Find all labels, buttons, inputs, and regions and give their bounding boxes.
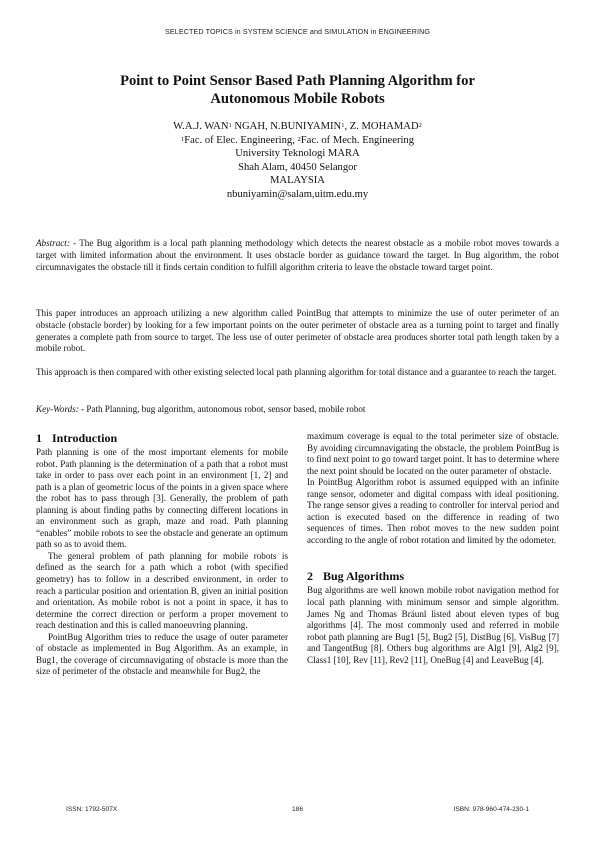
- paragraph: Bug algorithms are well known mobile robot navigation method for local path planning with minimum sensor and simple algorithm. James Ng and Thomas Bräunl listed about eleven types of bug algorithms [4]. The most commonly used and referred in mobile robot path planning are Bug1 [5], Bug2 [5], DistBug [6], VisBug [7] and TangentBug [8]. Others bug algorithms are Alg1 [9], Alg2 [9], Class1 [10], Rev [11], Rev2 [11], OneBug [4] and LeaveBug [4].: [307, 585, 559, 665]
- section-spacer: [307, 546, 559, 569]
- left-column: [36, 431, 288, 678]
- paragraph: PointBug Algorithm tries to reduce the usage of outer parameter of obstacle as implemented in Bug Algorithm. As an example, in Bug1, the coverage of circumnavigating of obstacle is more than the size of perimeter of the obstacle and meanwhile for Bug2, the: [36, 631, 288, 677]
- abstract-paragraph-1: [36, 238, 559, 273]
- affiliation-line-1: [60, 134, 535, 148]
- section-title: Bug Algorithms: [323, 569, 405, 584]
- affiliation-marker: 2: [418, 122, 422, 129]
- affiliation-marker: 2: [297, 135, 301, 143]
- paragraph: maximum coverage is equal to the total perimeter size of obstacle. By avoiding circumnavigating the obstacle, the problem PointBug is to find next point to go toward target point. It has to determine where the next point should be located on the outer parameter of obstacle.: [307, 431, 559, 476]
- right-column: [307, 431, 559, 666]
- affiliation-marker: 1: [228, 122, 232, 129]
- affiliation-text: Fac. of Mech. Engineering: [300, 134, 415, 146]
- affiliation-line-3: Shah Alam, 40450 Selangor: [238, 161, 357, 173]
- affiliation-line-4: MALAYSIA: [270, 175, 325, 187]
- keywords-text: - Path Planning, bug algorithm, autonomous robot, sensor based, mobile robot: [78, 404, 366, 414]
- keywords: [36, 404, 559, 416]
- section-number: 1: [36, 431, 42, 445]
- affiliation-marker: 1: [180, 135, 185, 143]
- author-email: nbuniyamin@salam,uitm.edu.my: [226, 188, 369, 200]
- title-line-2: Autonomous Mobile Robots: [210, 91, 385, 107]
- section-number: 2: [307, 569, 313, 584]
- affiliation-text: Fac. of Elec. Engineering,: [184, 134, 298, 146]
- paragraph: The general problem of path planning for mobile robots is defined as the search for a path which a robot (with specified geometry) has to follow in a described environment, in order to reach a particular position and orientation B, given an initial position and orientation. As mobile robot is not a point in space, it has to determine the correct direction or perform a proper movement to reach destination and this is called manoeuvring planning.: [36, 550, 288, 631]
- footer-issn: ISSN: 1792-507X: [66, 806, 118, 813]
- affiliation-line-2: University Teknologi MARA: [235, 148, 360, 160]
- running-header: SELECTED TOPICS in SYSTEM SCIENCE and SIMULATION in ENGINEERING: [164, 27, 431, 36]
- author-block: [60, 120, 535, 202]
- abstract-text: - The Bug algorithm is a local path planning methodology which detects the nearest obstacle as a mobile robot moves towards a target with limited information about the environment. It uses obstacle border as guidance toward the target. In Bug algorithm, the robot circumnavigates the obstacle till it finds certain condition to fulfill algorithm criteria to leave the obstacle toward target point.: [36, 238, 559, 272]
- author-name: , Z. MOHAMAD: [344, 121, 419, 132]
- abstract-paragraph-2: This paper introduces an approach utilizing a new algorithm called PointBug that attempts to minimize the use of outer perimeter of an obstacle (obstacle border) by looking for a few important points on the outer perimeter of obstacle area as a turning point to target and finally generates a complete path from source to target. The less use of outer perimeter of obstacle area produces shorter total path length taken by a mobile robot.: [36, 308, 559, 354]
- paper-title: [60, 72, 535, 108]
- author-names: [60, 120, 535, 134]
- footer-isbn: ISBN: 978-960-474-230-1: [453, 806, 529, 813]
- author-name: W.A.J. WAN: [173, 121, 229, 132]
- keywords-label: Key-Words:: [36, 404, 79, 414]
- section-heading-bug-algorithms: [307, 569, 559, 583]
- paragraph: Path planning is one of the most important elements for mobile robot. Path planning is the determination of a path that a robot must take in order to pass over each point in an environment [1, 2] and path is a plan of geometric locus of the points in a given space where the robot has to pass through [3]. Generally, the problem of path planning is about finding paths by connecting different locations in an environment such as graph, maze and road. Path planning “enables” mobile robots to see the obstacle and generate an optimum path so as to avoid them.: [36, 447, 288, 550]
- footer-page-number: 186: [291, 806, 303, 813]
- author-name: NGAH, N.BUNIYAMIN: [231, 121, 342, 132]
- paragraph: In PointBug Algorithm robot is assumed equipped with an infinite range sensor, odometer and digital compass with ideal positioning. The range sensor gives a reading to controller for interval period and action is executed based on the difference in reading of two sequences of times. Then robot moves to the new sudden point according to the angle of robot rotation and limited by the odometer.: [307, 477, 559, 545]
- abstract-label: Abstract:: [36, 238, 70, 248]
- section-heading-introduction: [36, 431, 288, 445]
- abstract-paragraph-3: This approach is then compared with other existing selected local path planning algorithm for total distance and a guarantee to reach the target.: [36, 367, 557, 377]
- affiliation-marker: 1: [341, 122, 345, 129]
- section-title: Introduction: [52, 431, 118, 445]
- title-line-1: Point to Point Sensor Based Path Planning Algorithm for: [120, 73, 475, 89]
